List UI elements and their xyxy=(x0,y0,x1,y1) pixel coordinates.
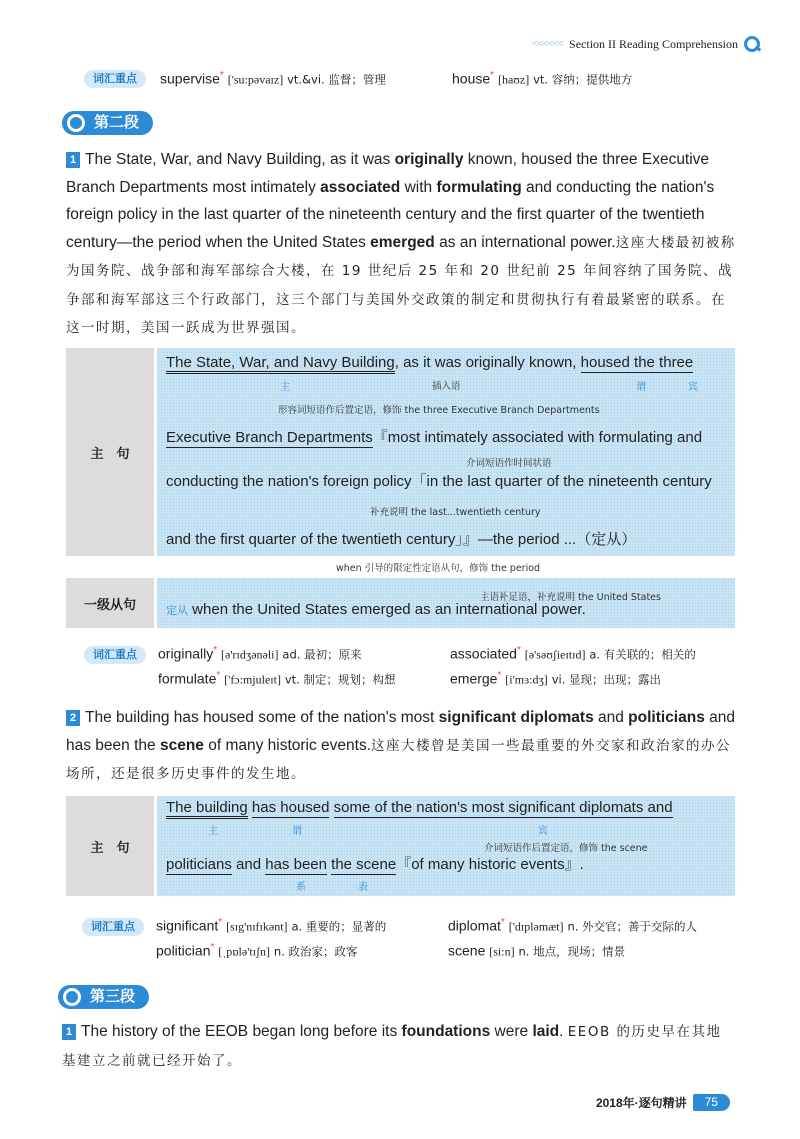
vocab-def: a. 有关联的；相关的 xyxy=(589,647,696,662)
vocab-label: 词汇重点 xyxy=(82,918,144,936)
keyword: originally xyxy=(394,151,464,168)
vocab-word: diplomat xyxy=(448,917,501,934)
sentence-number: 1 xyxy=(62,1024,76,1040)
main-clause-label: 主 句 xyxy=(66,348,154,556)
vocab-word: politician xyxy=(156,942,211,959)
section-title: 第二段 xyxy=(94,114,140,131)
running-header xyxy=(532,36,760,52)
keyword: foundations xyxy=(401,1023,491,1040)
analysis-line xyxy=(166,354,693,371)
annotation: 介词短语作后置定语，修饰 the scene xyxy=(484,843,648,854)
keyword: laid xyxy=(532,1023,560,1040)
star-icon: * xyxy=(213,645,218,656)
postmodifier: 『of many historic events』. xyxy=(396,856,584,873)
analysis-line xyxy=(166,426,702,447)
star-icon: * xyxy=(516,645,521,656)
tag-subject: 主 xyxy=(208,826,218,837)
vocab-phonetic: ['fɔ:mjuleɪt] xyxy=(224,672,281,687)
tag-subject: 主 xyxy=(280,382,290,393)
vocab-phonetic: [haʊz] xyxy=(497,72,530,87)
keyword: significant xyxy=(438,709,517,726)
keyword: associated xyxy=(320,178,401,196)
vocab-phonetic: [i'mɜ:dʒ] xyxy=(505,672,548,687)
vocab-phonetic: [ə'səʊʃieɪtɪd] xyxy=(524,647,586,662)
annotation: 介词短语作时间状语 xyxy=(466,458,552,469)
keyword: diplomats xyxy=(520,709,594,726)
predicate: has housed xyxy=(251,799,330,816)
vocab-word: supervise xyxy=(160,70,220,87)
analysis-line: politicians and has been the scene『of many historic events』. xyxy=(166,856,584,873)
analysis-line xyxy=(166,601,586,618)
vocab-item xyxy=(158,645,362,663)
star-icon: * xyxy=(500,917,505,928)
main-clause-label: 主 句 xyxy=(66,796,154,896)
annotation: 补充说明 the last...twentieth century xyxy=(370,507,541,518)
tag-predicate: 谓 xyxy=(636,382,646,393)
vocab-phonetic: ['su:pəvaɪz] xyxy=(227,72,284,87)
vocab-word: associated xyxy=(450,645,517,662)
vocab-item xyxy=(450,670,661,688)
arrows-decoration: <<<<<< xyxy=(531,38,564,50)
sub-clause-label: 一级从句 xyxy=(66,578,154,628)
tag-copula: 系 xyxy=(296,882,306,893)
translation: EEOB 的历史早在其地基建立之前就已经开始了。 xyxy=(62,1024,722,1069)
star-icon: * xyxy=(497,670,502,681)
copula: has been xyxy=(265,856,327,873)
star-icon: * xyxy=(490,70,495,81)
sentence-number: 2 xyxy=(66,710,80,726)
insertion: , as it was originally known, xyxy=(394,354,581,371)
keyword: scene xyxy=(159,736,204,754)
magnifier-icon xyxy=(63,988,81,1006)
star-icon: * xyxy=(218,917,223,928)
vocab-def: n. 地点，现场；情景 xyxy=(518,944,626,959)
vocab-phonetic: [sɪg'nɪfɪkənt] xyxy=(226,919,288,934)
section-heading xyxy=(62,111,153,135)
tag-object: 宾 xyxy=(688,382,698,393)
tag-object: 宾 xyxy=(538,826,548,837)
subject: The building xyxy=(166,799,248,819)
magnifier-icon xyxy=(744,36,760,52)
vocab-label: 词汇重点 xyxy=(84,646,146,664)
vocab-def: vt.&vi. 监督；管理 xyxy=(287,72,386,87)
object: Executive Branch Departments xyxy=(166,429,373,446)
vocab-def: n. 政治家；政客 xyxy=(273,944,358,959)
vocab-word: emerge xyxy=(450,670,498,687)
page-number: 75 xyxy=(693,1094,730,1111)
vocab-item xyxy=(158,670,395,688)
header-title: Section II Reading Comprehension xyxy=(569,36,738,51)
vocab-item xyxy=(452,70,632,88)
section-title: 第三段 xyxy=(90,988,136,1005)
vocab-item xyxy=(160,70,386,88)
annotation: 插入语 xyxy=(432,381,461,392)
vocab-def: ad. 最初；原来 xyxy=(282,647,362,662)
annotation: when 引导的限定性定语从句，修饰 the period xyxy=(336,563,541,574)
vocab-def: vt. 容纳；提供地方 xyxy=(533,72,633,87)
vocab-def: n. 外交官；善于交际的人 xyxy=(567,919,698,934)
analysis-line: and the first quarter of the twentieth century」』—the period ...（定从） xyxy=(166,531,637,548)
subject: The State, War, and Navy Building xyxy=(166,354,395,374)
vocab-item xyxy=(448,942,625,960)
vocab-item xyxy=(448,917,697,935)
vocab-word: scene xyxy=(448,942,486,959)
star-icon: * xyxy=(216,670,221,681)
predicate: housed the three xyxy=(580,354,694,371)
vocab-item xyxy=(450,645,696,663)
vocab-word: originally xyxy=(158,645,214,662)
vocab-word: formulate xyxy=(158,670,217,687)
vocab-item xyxy=(156,942,358,960)
vocab-phonetic: [si:n] xyxy=(489,944,515,959)
postmodifier: 『most intimately associated with formulating and xyxy=(372,429,703,446)
translation: 这座大楼曾是美国一些最重要的外交家和政治家的办公场所，还是很多历史事件的发生地。 xyxy=(66,737,732,782)
vocab-word: house xyxy=(452,70,491,87)
keyword: emerged xyxy=(370,233,435,251)
vocab-label: 词汇重点 xyxy=(84,70,146,88)
keyword: formulating xyxy=(436,178,522,196)
annotation: 形容词短语作后置定语，修饰 the three Executive Branch Departments xyxy=(278,405,600,416)
section-heading xyxy=(58,985,149,1009)
vocab-phonetic: [ˌpɒlə'tɪʃn] xyxy=(218,944,271,959)
vocab-def: vt. 制定；规划；构想 xyxy=(284,672,396,687)
paragraph-2: 2 The building has housed some of the nation's most significant diplomats and politicians and has been the scene of many historic events.这座大楼曾是美国一些最重要的外交家和政治家的办公场所，还是很多历史事件的发生地。 xyxy=(66,709,735,782)
vocab-phonetic: [ə'rɪdʒənəli] xyxy=(221,647,279,662)
clause-text: when the United States emerged as an international power. xyxy=(192,601,586,618)
vocab-word: significant xyxy=(156,917,219,934)
star-icon: * xyxy=(210,942,215,953)
footer-text: 2018年·逐句精讲 xyxy=(595,1096,687,1110)
page-footer xyxy=(596,1094,730,1111)
vocab-phonetic: ['dɪpləmæt] xyxy=(508,919,564,934)
vocab-def: vi. 显现；出现；露出 xyxy=(551,672,661,687)
object-cont: politicians xyxy=(166,856,232,873)
object: some of the nation's most significant diplomats and xyxy=(333,799,673,816)
tag-predicative: 表 xyxy=(358,882,368,893)
analysis-line xyxy=(166,799,673,816)
tag-clause: 定从 xyxy=(166,604,188,617)
paragraph-3: 1 The history of the EEOB began long before its foundations were laid. EEOB 的历史早在其地基建立之前就已经开始了。 xyxy=(62,1023,722,1069)
sentence-number: 1 xyxy=(66,152,80,168)
vocab-def: a. 重要的；显著的 xyxy=(291,919,387,934)
tag-predicate: 谓 xyxy=(292,826,302,837)
magnifier-icon xyxy=(67,114,85,132)
predicative: the scene xyxy=(331,856,397,873)
star-icon: * xyxy=(219,70,224,81)
keyword: politicians xyxy=(628,709,705,726)
vocab-item xyxy=(156,917,386,935)
paragraph-1: 1 The State, War, and Navy Building, as it was originally known, housed the three Executive Branch Departments most intimately associated with formulating and conducting the nation's foreign policy in the last quarter of the nineteenth century and the first quarter of the twentieth century—the period when the United States emerged as an international power.这座大楼最初被称为国务院、战争部和海军部综合大楼，在 19 世纪后 25 年和 20 世纪前 25 年间容纳了国务院、战争部和海军部这三个行政部门，这三个部门与美国外交政策的制定和贯彻执行有着最紧密的联系。在这一时期，美国一跃成为世界强国。 xyxy=(66,151,736,336)
annotation: 主语补足语，补充说明 the United States xyxy=(480,592,661,603)
translation: 这座大楼最初被称为国务院、战争部和海军部综合大楼，在 19 世纪后 25 年和 20 世纪前 25 年间容纳了国务院、战争部和海军部这三个行政部门，这三个部门与美国外交政策的制定和贯彻执行有着最紧密的联系。在这一时期，美国一跃成为世界强国。 xyxy=(66,234,736,336)
analysis-line: conducting the nation's foreign policy「in the last quarter of the nineteenth century xyxy=(166,473,712,490)
